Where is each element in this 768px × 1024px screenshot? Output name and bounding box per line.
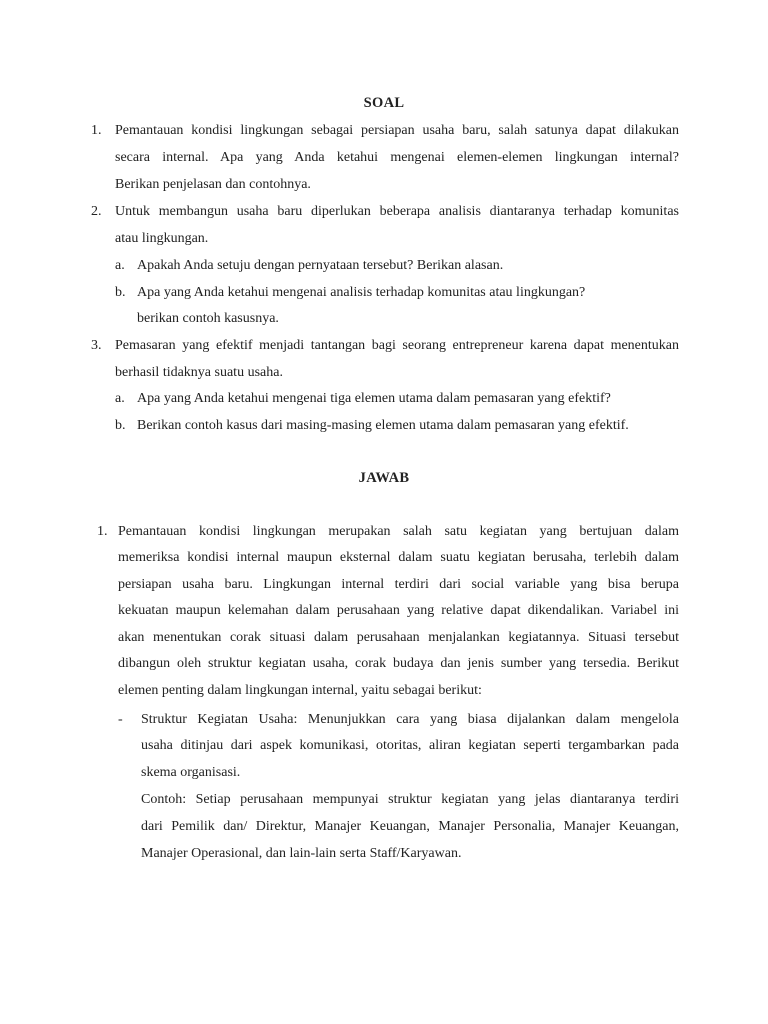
answer-1-line-2: memeriksa kondisi internal maupun eksternal dalam suatu kegiatan berusaha, terlebih dalam	[118, 550, 679, 565]
answer-1-line-5: akan menentukan corak situasi dalam perusahaan menjalankan kegiatannya. Situasi tersebut	[118, 630, 679, 645]
question-3-line-2: berhasil tidaknya suatu usaha.	[115, 365, 283, 380]
question-3a-letter: a.	[115, 391, 125, 406]
question-2b-letter: b.	[115, 285, 126, 300]
question-2a-letter: a.	[115, 258, 125, 273]
bullet-line-4: Contoh: Setiap perusahaan mempunyai struktur kegiatan yang jelas diantaranya terdiri	[141, 792, 679, 807]
soal-heading: SOAL	[363, 95, 405, 111]
answer-1-line-3: persiapan usaha baru. Lingkungan internal terdiri dari social variable yang bisa berupa	[118, 577, 679, 592]
answer-1-line-1: Pemantauan kondisi lingkungan merupakan salah satu kegiatan yang bertujuan dalam	[118, 524, 679, 539]
question-number-3: 3.	[91, 338, 102, 353]
bullet-line-1: Struktur Kegiatan Usaha: Menunjukkan cara yang biasa dijalankan dalam mengelola	[141, 712, 679, 727]
question-2-line-1: Untuk membangun usaha baru diperlukan beberapa analisis diantaranya terhadap komunitas	[115, 204, 679, 219]
answer-1-line-7: elemen penting dalam lingkungan internal, yaitu sebagai berikut:	[118, 683, 482, 698]
question-1-line-2: secara internal. Apa yang Anda ketahui mengenai elemen-elemen lingkungan internal?	[115, 150, 679, 165]
bullet-line-2: usaha ditinjau dari aspek komunikasi, otoritas, aliran kegiatan seperti tergambarkan pada	[141, 738, 679, 753]
bullet-line-5: dari Pemilik dan/ Direktur, Manajer Keuangan, Manajer Personalia, Manajer Keuangan,	[141, 819, 679, 834]
question-2b-line-1: Apa yang Anda ketahui mengenai analisis terhadap komunitas atau lingkungan?	[137, 285, 586, 300]
question-2a-text: Apakah Anda setuju dengan pernyataan tersebut? Berikan alasan.	[137, 258, 504, 273]
question-2b-line-2: berikan contoh kasusnya.	[137, 311, 279, 326]
question-3b-letter: b.	[115, 418, 126, 433]
bullet-line-3: skema organisasi.	[141, 765, 241, 780]
question-3b-text: Berikan contoh kasus dari masing-masing elemen utama dalam pemasaran yang efektif.	[137, 418, 629, 433]
question-3a-text: Apa yang Anda ketahui mengenai tiga elemen utama dalam pemasaran yang efektif?	[137, 391, 611, 406]
answer-1-line-4: kekuatan maupun kelemahan dalam perusahaan yang relative dapat dikendalikan. Variabel ini	[118, 603, 679, 618]
question-1-line-3: Berikan penjelasan dan contohnya.	[115, 177, 311, 192]
answer-1-line-6: dibangun oleh struktur kegiatan usaha, corak budaya dan jenis sumber yang tersedia. Berikut	[118, 656, 679, 671]
question-number-2: 2.	[91, 204, 102, 219]
question-1-line-1: Pemantauan kondisi lingkungan sebagai persiapan usaha baru, salah satunya dapat dilakukan	[115, 123, 679, 138]
question-number-1: 1.	[91, 123, 102, 138]
bullet-mark: -	[118, 712, 123, 727]
answer-number-1: 1.	[97, 524, 108, 539]
jawab-heading: JAWAB	[358, 470, 410, 486]
bullet-line-6: Manajer Operasional, dan lain-lain serta Staff/Karyawan.	[141, 846, 462, 861]
question-3-line-1: Pemasaran yang efektif menjadi tantangan bagi seorang entrepreneur karena dapat menentukan	[115, 338, 679, 353]
question-2-line-2: atau lingkungan.	[115, 231, 209, 246]
